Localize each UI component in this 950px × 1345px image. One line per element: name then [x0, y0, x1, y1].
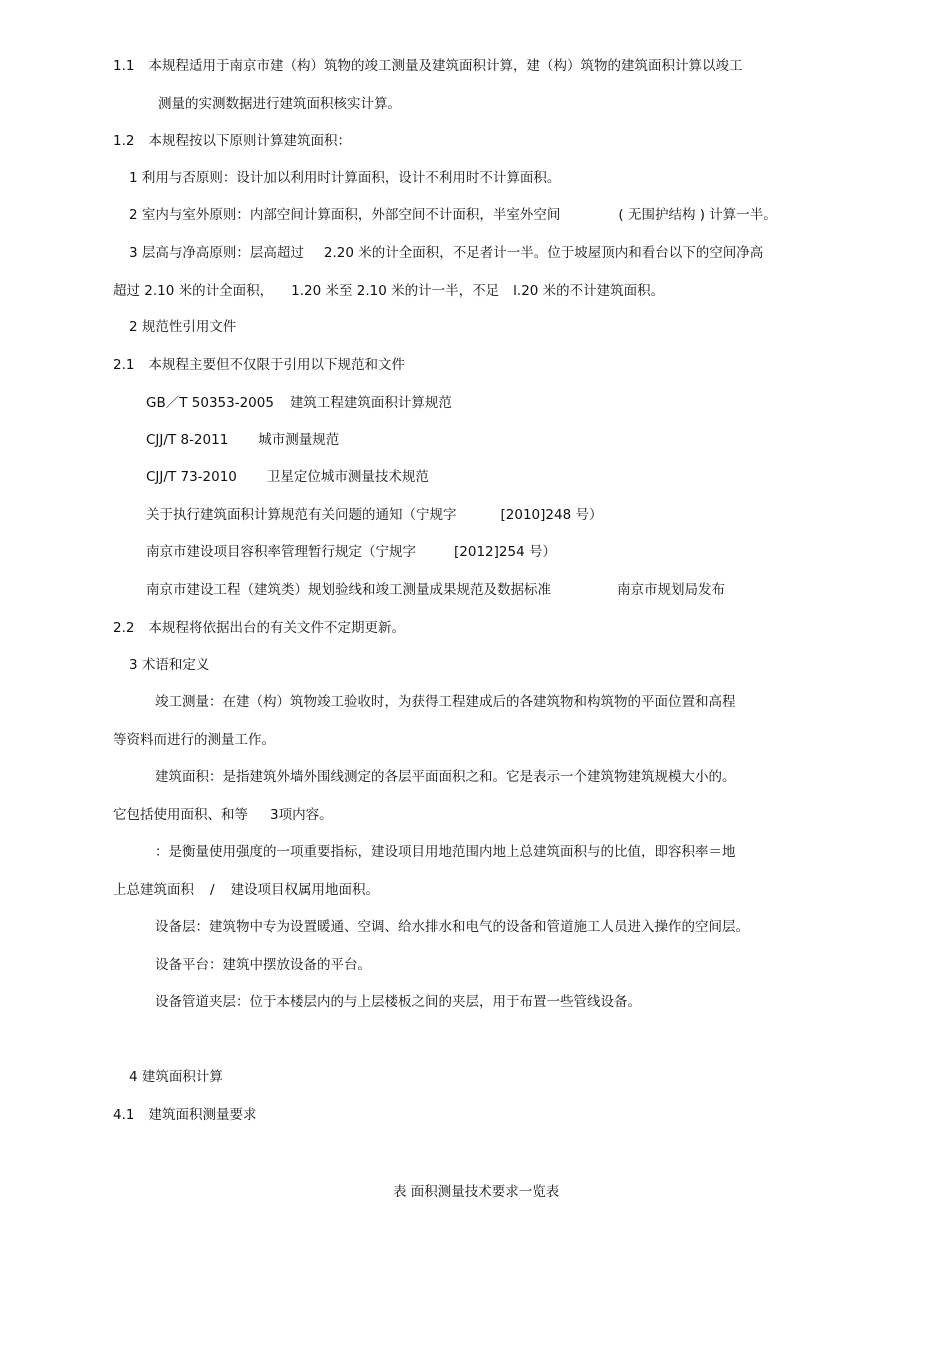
principle-1 — [129, 168, 560, 188]
para-4-1 — [113, 1105, 256, 1125]
section-number: 1.1 — [113, 58, 135, 74]
heading-text: 4 建筑面积计算 — [129, 1069, 223, 1085]
para-text: 本规程按以下原则计算建筑面积： — [148, 133, 351, 149]
reference-code: [2012]254 号） — [454, 544, 556, 560]
para-1-2 — [113, 131, 351, 151]
reference-2 — [146, 430, 339, 450]
reference-title: 卫星定位城市测量技术规范 — [266, 469, 429, 485]
para-text: / — [210, 882, 215, 898]
para-2-2 — [113, 618, 405, 638]
reference-6 — [146, 580, 725, 600]
term-pipe-mezzanine — [155, 992, 641, 1012]
reference-code: CJJ/T 8-2011 — [146, 432, 229, 448]
term-building-area-cont — [113, 805, 333, 825]
para-text: 建筑面积：是指建筑外墙外围线测定的各层平面面积之和。它是表示一个建筑物建筑规模大小的。 — [155, 769, 736, 785]
reference-publisher: 南京市规划局发布 — [617, 582, 725, 598]
reference-code: GB／T 50353-2005 — [146, 395, 274, 411]
para-text: 竣工测量：在建（构）筑物竣工验收时，为获得工程建成后的各建筑物和构筑物的平面位置和高程 — [155, 694, 736, 710]
term-building-area — [155, 767, 736, 787]
para-text: 1.20 米至 2.10 米的计一半，不足 — [291, 283, 500, 299]
para-text: 等资料而进行的测量工作。 — [113, 732, 275, 748]
term-plot-ratio-cont — [113, 880, 379, 900]
para-text: 1 利用与否原则：设计加以利用时计算面积，设计不利用时不计算面积。 — [129, 170, 561, 186]
para-text: 建筑面积测量要求 — [148, 1107, 257, 1123]
para-text: 测量的实测数据进行建筑面积核实计算。 — [158, 96, 401, 112]
para-1-1 — [113, 56, 742, 76]
term-equipment-floor — [155, 917, 749, 937]
para-text: 3 层高与净高原则：层高超过 — [129, 245, 304, 261]
principle-3-cont — [113, 281, 664, 301]
term-completion-survey — [155, 692, 736, 712]
reference-code: CJJ/T 73-2010 — [146, 469, 237, 485]
reference-title: 南京市建设项目容积率管理暂行规定（宁规字 — [146, 544, 416, 560]
reference-title: 建筑工程建筑面积计算规范 — [289, 395, 452, 411]
table-caption — [393, 1182, 559, 1202]
para-text: 建设项目权属用地面积。 — [230, 882, 380, 898]
para-text: 设备管道夹层：位于本楼层内的与上层楼板之间的夹层，用于布置一些管线设备。 — [155, 994, 641, 1010]
term-plot-ratio — [155, 842, 736, 862]
reference-title: 城市测量规范 — [258, 432, 340, 448]
para-text: 上总建筑面积 — [113, 882, 194, 898]
reference-5 — [146, 542, 556, 562]
para-text: 超过 2.10 米的计全面积， — [113, 283, 274, 299]
principle-2 — [129, 205, 777, 225]
para-text: 本规程主要但不仅限于引用以下规范和文件 — [148, 357, 405, 373]
reference-3 — [146, 467, 429, 487]
heading-text: 2 规范性引用文件 — [129, 319, 237, 335]
section-number: 2.2 — [113, 620, 135, 636]
para-text: ：是衡量使用强度的一项重要指标，建设项目用地范围内地上总建筑面积与的比值，即容积率＝地 — [155, 844, 736, 860]
para-text: 本规程适用于南京市建（构）筑物的竣工测量及建筑面积计算，建（构）筑物的建筑面积计算以竣工 — [148, 58, 743, 74]
principle-3 — [129, 243, 763, 263]
term-completion-survey-cont — [113, 730, 275, 750]
para-text: 设备平台：建筑中摆放设备的平台。 — [155, 957, 371, 973]
para-text: 它包括使用面积、和等 — [113, 807, 248, 823]
para-1-1-cont — [158, 94, 401, 114]
para-text: 设备层：建筑物中专为设置暖通、空调、给水排水和电气的设备和管道施工人员进入操作的空间层。 — [155, 919, 749, 935]
section-number: 2.1 — [113, 357, 135, 373]
reference-code: [2010]248 号） — [500, 507, 603, 523]
reference-title: 南京市建设工程（建筑类）规划验线和竣工测量成果规范及数据标准 — [146, 582, 551, 598]
reference-title: 关于执行建筑面积计算规范有关问题的通知（宁规字 — [146, 507, 457, 523]
para-text: 3项内容。 — [270, 807, 333, 823]
para-text: ( 无围护结构 ) 计算一半。 — [618, 207, 777, 223]
para-2-1 — [113, 355, 405, 375]
para-text: 2.20 米的计全面积，不足者计一半。位于坡屋顶内和看台以下的空间净高 — [323, 245, 764, 261]
reference-4 — [146, 505, 602, 525]
reference-1 — [146, 393, 452, 413]
para-text: l.20 米的不计建筑面积。 — [513, 283, 665, 299]
caption-text: 表 面积测量技术要求一览表 — [393, 1184, 560, 1200]
heading-3 — [129, 655, 209, 675]
section-number: 4.1 — [113, 1107, 135, 1123]
para-text: 本规程将依据出台的有关文件不定期更新。 — [148, 620, 405, 636]
heading-2 — [129, 317, 236, 337]
heading-text: 3 术语和定义 — [129, 657, 210, 673]
para-text: 2 室内与室外原则：内部空间计算面积，外部空间不计面积，半室外空间 — [129, 207, 561, 223]
section-number: 1.2 — [113, 133, 135, 149]
heading-4 — [129, 1067, 223, 1087]
term-equipment-platform — [155, 955, 371, 975]
